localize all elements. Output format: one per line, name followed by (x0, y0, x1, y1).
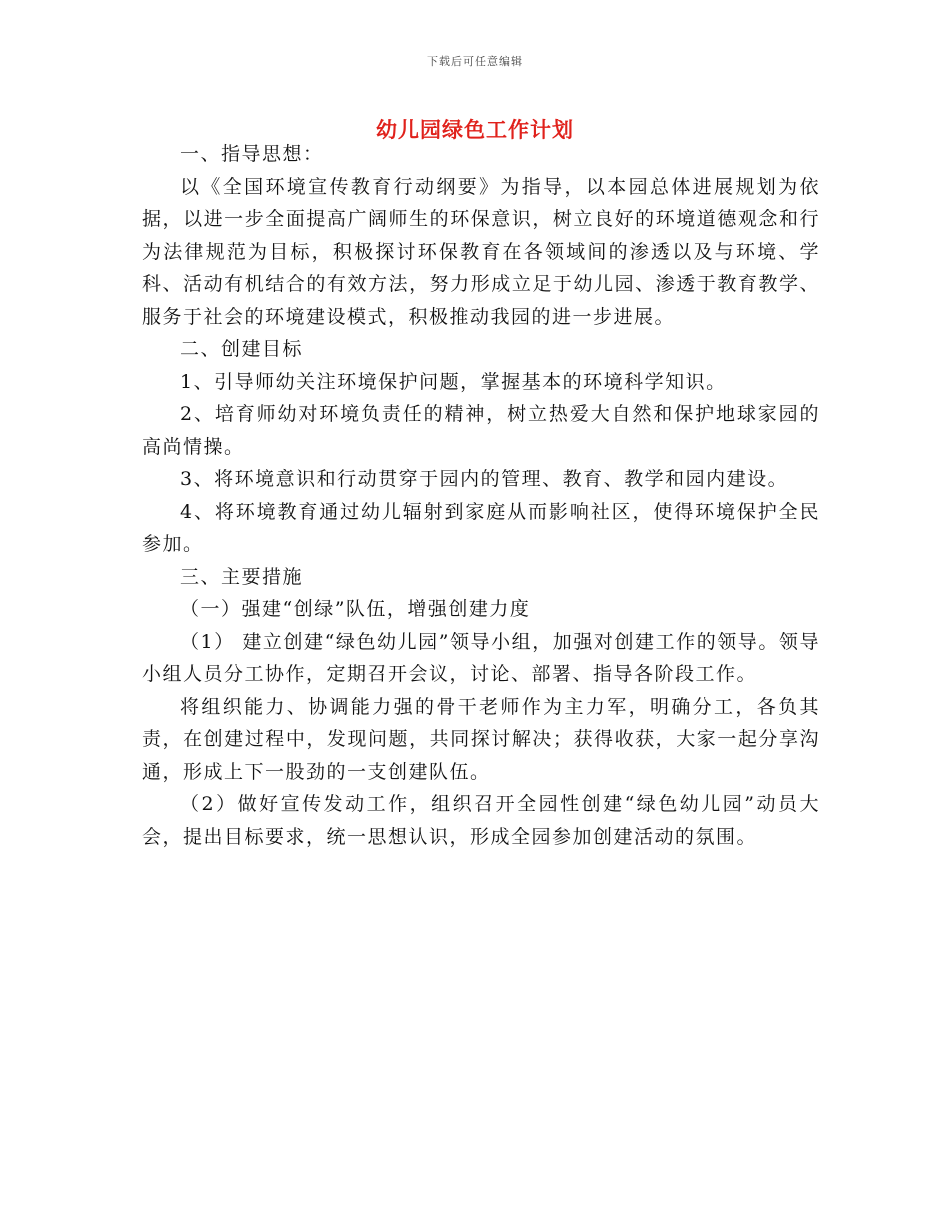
paragraph-team-organization: 将组织能力、协调能力强的骨干老师作为主力军，明确分工，各负其责，在创建过程中，发现问题，共同探讨解决；获得收获，大家一起分享沟通，形成上下一股劲的一支创建队伍。 (142, 695, 820, 783)
document-body (142, 138, 820, 853)
measure-item-1: （1） 建立创建“绿色幼儿园”领导小组，加强对创建工作的领导。领导小组人员分工协作，定期召开会议，讨论、部署、指导各阶段工作。 (142, 630, 820, 685)
goal-item-2: 2、培育师幼对环境负责任的精神，树立热爱大自然和保护地球家园的高尚情操。 (142, 403, 820, 458)
subsection-heading-team: （一）强建“创绿”队伍，增强创建力度 (180, 598, 531, 620)
goal-item-1: 1、引导师幼关注环境保护问题，掌握基本的环境科学知识。 (180, 370, 727, 393)
section-heading-measures: 三、主要措施 (180, 565, 304, 588)
section-heading-goals: 二、创建目标 (180, 338, 304, 360)
paragraph-guiding-thought: 以《全国环境宣传教育行动纲要》为指导，以本园总体进展规划为依据，以进一步全面提高广阔师生的环保意识，树立良好的环境道德观念和行为法律规范为目标，积极探讨环保教育在各领域间的渗透以及与环境、学科、活动有机结合的有效方法，努力形成立足于幼儿园、渗透于教育教学、服务于社会的环境建设模式，积极推动我园的进一步进展。 (142, 175, 820, 328)
document-title: 幼儿园绿色工作计划 (376, 118, 574, 142)
page-header-note: 下载后可任意编辑 (427, 55, 523, 68)
section-heading-guiding-thought: 一、指导思想： (180, 143, 324, 165)
goal-item-3: 3、将环境意识和行动贯穿于园内的管理、教育、教学和园内建设。 (180, 468, 789, 490)
measure-item-2: （2）做好宣传发动工作，组织召开全园性创建“绿色幼儿园”动员大会，提出目标要求，统一思想认识，形成全园参加创建活动的氛围。 (142, 793, 820, 848)
goal-item-4: 4、将环境教育通过幼儿辐射到家庭从而影响社区，使得环境保护全民参加。 (142, 500, 820, 555)
